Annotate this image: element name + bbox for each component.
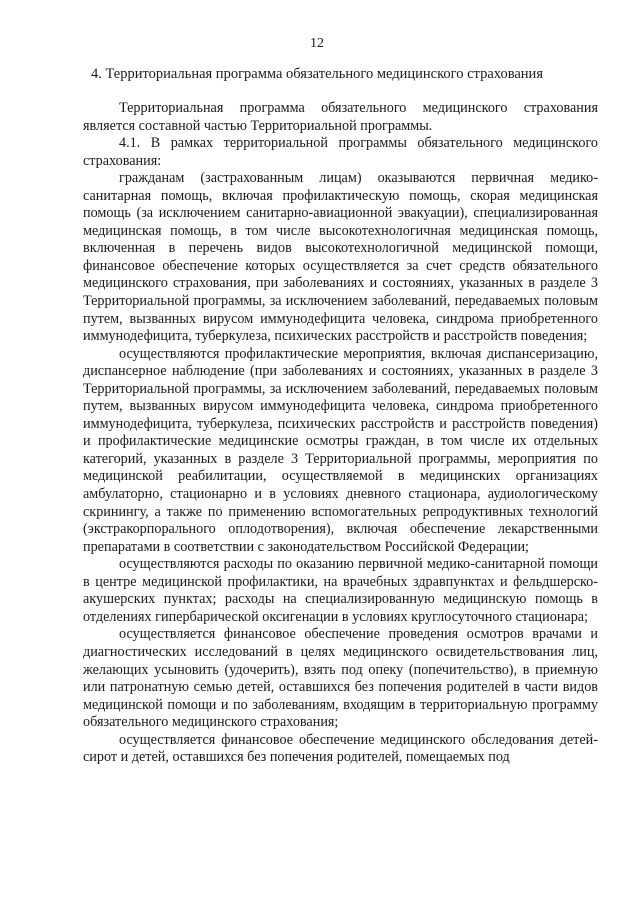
paragraph-preventive-measures: осуществляются профилактические мероприятия, включая диспансеризацию, диспансерное наблюдение (при заболеваниях и состояниях, указанных в разделе 3 Территориальной программы, за исключением заболеваний, передаваемых половым путем, вызванных вирусом иммунодефицита человека, синдрома приобретенного иммунодефицита, туберкулеза, психических расстройств и расстройств поведения) и профилактические медицинские осмотры граждан, в том числе их отдельных категорий, указанных в разделе 3 Территориальной программы, мероприятия по медицинской реабилитации, осуществляемой в медицинских организациях амбулаторно, стационарно и в условиях дневного стационара, аудиологическому скринингу, а также по применению вспомогательных репродуктивных технологий (экстракорпорального оплодотворения), включая обеспечение лекарственными препаратами в соответствии с законодательством Российской Федерации; (83, 345, 598, 555)
paragraph-intro: Территориальная программа обязательного медицинского страхования является составной частью Территориальной программы. (83, 100, 598, 134)
page-number: 12 (310, 36, 324, 51)
paragraph-adoption-examinations: осуществляется финансовое обеспечение проведения осмотров врачами и диагностических исследований в целях медицинского освидетельствования лиц, желающих усыновить (удочерить), взять под опеку (попечительство), в приемную или патронатную семью детей, оставшихся без попечения родителей в части видов медицинской помощи и по заболеваниям, входящим в территориальную программу обязательного медицинского страхования; (83, 626, 598, 731)
paragraph-4-1: 4.1. В рамках территориальной программы обязательного медицинского страхования: (83, 135, 598, 169)
paragraph-primary-care-expenses: осуществляются расходы по оказанию первичной медико-санитарной помощи в центре медицинской профилактики, на врачебных здравпунктах и фельдшерско-акушерских пунктах; расходы на специализированную медицинскую помощь в отделениях гипербарической оксигенации в условиях круглосуточного стационара; (83, 556, 598, 625)
section-title: 4. Территориальная программа обязательного медицинского страхования (91, 66, 543, 82)
document-body (83, 100, 598, 767)
paragraph-citizens-care: гражданам (застрахованным лицам) оказываются первичная медико-санитарная помощь, включая профилактическую помощь, скорая медицинская помощь (за исключением санитарно-авиационной эвакуации), специализированная медицинская помощь, в том числе высокотехнологичная медицинская помощь, включенная в перечень видов высокотехнологичной медицинской помощи, финансовое обеспечение которых осуществляется за счет средств обязательного медицинского страхования, при заболеваниях и состояниях, указанных в разделе 3 Территориальной программы, за исключением заболеваний, передаваемых половым путем, вызванных вирусом иммунодефицита человека, синдрома приобретенного иммунодефицита, туберкулеза, психических расстройств и расстройств поведения; (83, 170, 598, 345)
paragraph-orphans-examination: осуществляется финансовое обеспечение медицинского обследования детей-сирот и детей, оставшихся без попечения родителей, помещаемых под (83, 731, 598, 766)
